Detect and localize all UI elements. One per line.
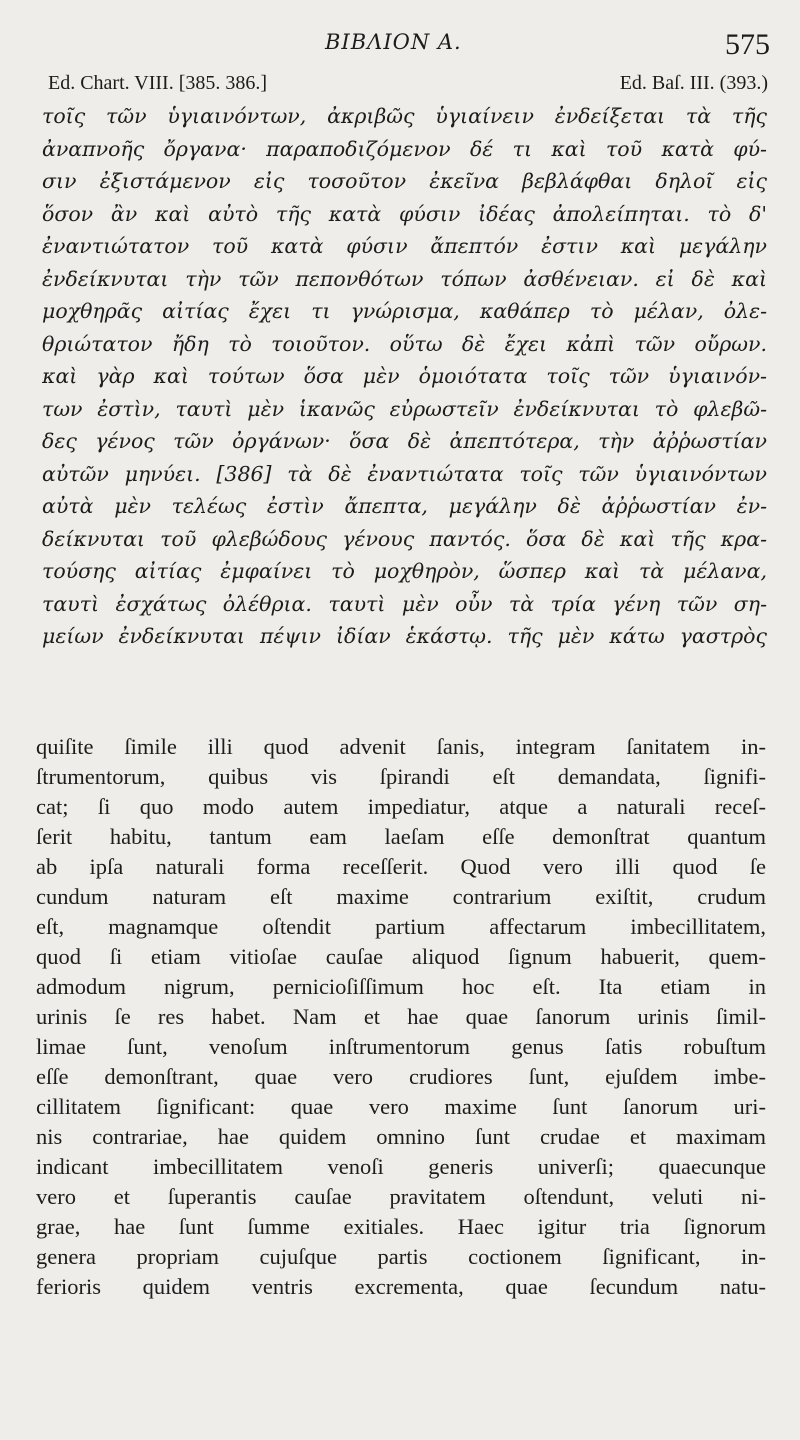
greek-text-line: καὶ γὰρ καὶ τούτων ὅσα μὲν ὁμοιότατα τοῖς τῶν ὑγιαινόν- xyxy=(42,364,767,388)
latin-text-line: cat; ſi quo modo autem impediatur, atque a naturali receſ- xyxy=(36,794,766,819)
running-head xyxy=(0,28,800,68)
page-number: 575 xyxy=(725,28,770,61)
latin-text-line: ferioris quidem ventris excrementa, quae ſecundum natu- xyxy=(36,1274,766,1299)
greek-text-line: τούσης αἰτίας ἐμφαίνει τὸ μοχθηρὸν, ὥσπερ καὶ τὰ μέλανα, xyxy=(42,559,767,583)
greek-text-line: δείκνυται τοῦ φλεβώδους γένους παντός. ὅσα δὲ καὶ τῆς κρα- xyxy=(42,526,767,551)
latin-text-line: admodum nigrum, pernicioſiſſimum hoc eſt. Ita etiam in xyxy=(36,974,766,999)
greek-text-line: ἐναντιώτατον τοῦ κατὰ φύσιν ἄπεπτόν ἐστιν καὶ μεγάλην xyxy=(42,234,767,258)
latin-text-line: eſt, magnamque oſtendit partium affectarum imbecillitatem, xyxy=(36,914,766,939)
edition-reference-line xyxy=(48,72,768,102)
latin-text-line: nis contrariae, hae quidem omnino ſunt crudae et maximam xyxy=(36,1124,766,1149)
greek-text-line: μείων ἐνδείκνυται πέψιν ἰδίαν ἑκάστῳ. τῆς μὲν κάτω γαστρὸς xyxy=(42,624,767,648)
greek-text-line: θριώτατον ἤδη τὸ τοιοῦτον. οὕτω δὲ ἔχει κἀπὶ τῶν οὔρων. xyxy=(42,331,767,356)
latin-text-line: grae, hae ſunt ſumme exitiales. Haec igitur tria ſignorum xyxy=(36,1214,766,1239)
latin-text-line: ſtrumentorum, quibus vis ſpirandi eſt demandata, ſignifi- xyxy=(36,764,766,789)
greek-text-line: τοῖς τῶν ὑγιαινόντων, ἀκριβῶς ὑγιαίνειν ἐνδείξεται τὰ τῆς xyxy=(42,104,767,128)
latin-text-line: cillitatem ſignificant: quae vero maxime ſunt ſanorum uri- xyxy=(36,1094,766,1119)
edition-basel-reference: Ed. Baſ. III. (393.) xyxy=(619,72,768,94)
greek-text-line: αὐτῶν μηνύει. [386] τὰ δὲ ἐναντιώτατα τοῖς τῶν ὑγιαινόντων xyxy=(42,461,767,486)
latin-text-line: genera propriam cujuſque partis coctionem ſignificant, in- xyxy=(36,1244,766,1269)
greek-text-line: δες γένος τῶν ὀργάνων· ὅσα δὲ ἀπεπτότερα, τὴν ἀῤῥωστίαν xyxy=(42,429,767,453)
greek-text-line: αὐτὰ μὲν τελέως ἐστὶν ἄπεπτα, μεγάλην δὲ ἀῤῥωστίαν ἐν- xyxy=(42,494,767,518)
latin-text-line: vero et ſuperantis cauſae pravitatem oſtendunt, veluti ni- xyxy=(36,1184,766,1209)
running-title: ΒΙΒΛΙΟΝ Α. xyxy=(325,30,462,54)
latin-text-line: cundum naturam eſt maxime contrarium exiſtit, crudum xyxy=(36,884,766,909)
greek-text-block xyxy=(42,100,767,653)
edition-chartier-reference: Ed. Chart. VIII. [385. 386.] xyxy=(48,72,268,94)
latin-text-line: indicant imbecillitatem venoſi generis univerſi; quaecunque xyxy=(36,1154,766,1179)
latin-text-line: limae ſunt, venoſum inſtrumentorum genus ſatis robuſtum xyxy=(36,1034,766,1059)
latin-text-line: ab ipſa naturali forma receſſerit. Quod vero illi quod ſe xyxy=(36,854,766,879)
latin-text-line: eſſe demonſtrant, quae vero crudiores ſunt, ejuſdem imbe- xyxy=(36,1064,766,1089)
greek-text-line: των ἐστὶν, ταυτὶ μὲν ἱκανῶς εὐρωστεῖν ἐνδείκνυται τὸ φλεβῶ- xyxy=(42,396,767,421)
latin-text-line: quod ſi etiam vitioſae cauſae aliquod ſignum habuerit, quem- xyxy=(36,944,766,969)
latin-text-block xyxy=(36,732,766,1302)
greek-text-line: ταυτὶ ἐσχάτως ὀλέθρια. ταυτὶ μὲν οὖν τὰ τρία γένη τῶν ση- xyxy=(42,591,767,616)
greek-text-line: σιν ἐξιστάμενον εἰς τοσοῦτον ἐκεῖνα βεβλάφθαι δηλοῖ εἰς xyxy=(42,169,767,193)
latin-text-line: quiſite ſimile illi quod advenit ſanis, integram ſanitatem in- xyxy=(36,734,766,759)
latin-text-line: urinis ſe res habet. Nam et hae quae ſanorum urinis ſimil- xyxy=(36,1004,766,1029)
latin-text-line: ſerit habitu, tantum eam laeſam eſſe demonſtrat quantum xyxy=(36,824,766,849)
greek-text-line: ἐνδείκνυται τὴν τῶν πεπονθότων τόπων ἀσθένειαν. εἰ δὲ καὶ xyxy=(42,266,767,291)
greek-text-line: ὅσον ἂν καὶ αὐτὸ τῆς κατὰ φύσιν ἰδέας ἀπολείπηται. τὸ δ' xyxy=(42,201,767,226)
greek-text-line: ἀναπνοῆς ὄργανα· παραποδιζόμενον δέ τι καὶ τοῦ κατὰ φύ- xyxy=(42,136,767,161)
greek-text-line: μοχθηρᾶς αἰτίας ἔχει τι γνώρισμα, καθάπερ τὸ μέλαν, ὀλε- xyxy=(42,299,767,323)
